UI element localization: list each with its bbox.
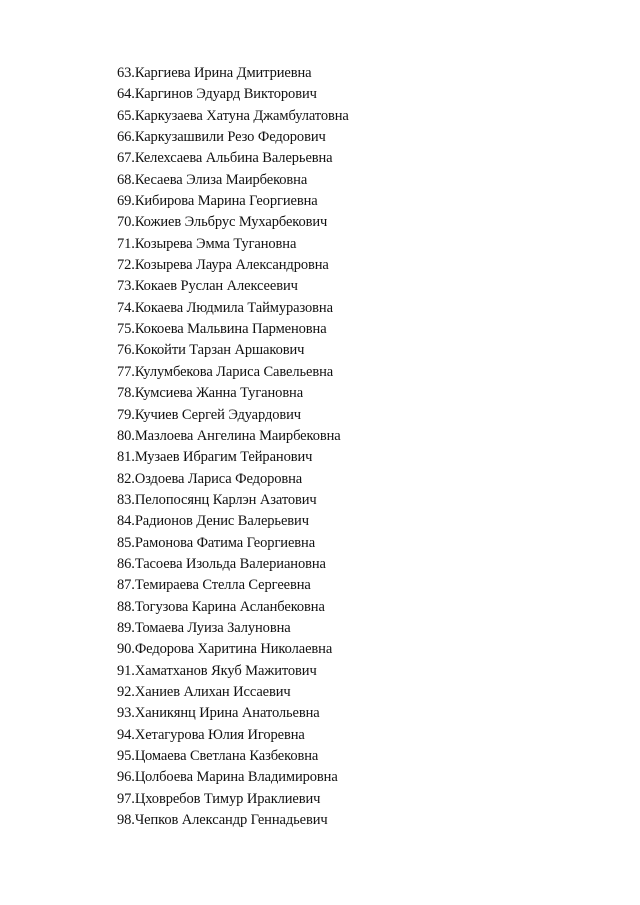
list-item: 76.Кокойти Тарзан Аршакович: [117, 342, 305, 359]
list-item: 65.Каркузаева Хатуна Джамбулатовна: [117, 107, 349, 124]
list-item: 80.Мазлоева Ангелина Маирбековна: [117, 427, 341, 444]
list-item: 66.Каркузашвили Резо Федорович: [117, 129, 326, 146]
name-list: [117, 63, 349, 831]
list-item: 92.Ханиев Алихан Иссаевич: [117, 683, 291, 700]
list-item: 83.Пелопосянц Карлэн Азатович: [117, 491, 317, 508]
list-item: 84.Радионов Денис Валерьевич: [117, 513, 309, 530]
list-item: 73.Кокаев Руслан Алексеевич: [117, 278, 298, 295]
list-item: 81.Музаев Ибрагим Тейранович: [117, 449, 313, 466]
list-item: 63.Каргиева Ирина Дмитриевна: [117, 65, 312, 81]
list-item: 94.Хетагурова Юлия Игоревна: [117, 726, 305, 743]
list-item: 87.Темираева Стелла Сергеевна: [117, 577, 311, 594]
list-item: 72.Козырева Лаура Александровна: [117, 257, 329, 274]
list-item: 97.Цховребов Тимур Ираклиевич: [117, 790, 321, 807]
list-item: 96.Цолбоева Марина Владимировна: [117, 769, 338, 786]
list-item: 95.Цомаева Светлана Казбековна: [117, 748, 319, 764]
list-item: 90.Федорова Харитина Николаевна: [117, 641, 333, 658]
list-item: 74.Кокаева Людмила Таймуразовна: [117, 299, 333, 316]
list-item: 93.Ханикянц Ирина Анатольевна: [117, 705, 320, 722]
list-item: 70.Кожиев Эльбрус Мухарбекович: [117, 214, 328, 231]
list-item: 68.Кесаева Элиза Маирбековна: [117, 171, 308, 188]
list-item: 67.Келехсаева Альбина Валерьевна: [117, 150, 333, 167]
list-item: 77.Кулумбекова Лариса Савельевна: [117, 363, 334, 380]
list-item: 64.Каргинов Эдуард Викторович: [117, 86, 317, 103]
list-item: 86.Тасоева Изольда Валериановна: [117, 555, 326, 572]
list-item: 69.Кибирова Марина Георгиевна: [117, 193, 318, 210]
list-item: 82.Оздоева Лариса Федоровна: [117, 470, 303, 487]
list-item: 88.Тогузова Карина Асланбековна: [117, 598, 325, 615]
list-item: 75.Кокоева Мальвина Парменовна: [117, 321, 327, 338]
list-item: 91.Хаматханов Якуб Мажитович: [117, 662, 317, 679]
list-item: 78.Кумсиева Жанна Тугановна: [117, 385, 304, 402]
list-item: 98.Чепков Александр Геннадьевич: [117, 812, 328, 829]
list-item: 71.Козырева Эмма Тугановна: [117, 235, 297, 252]
list-item: 89.Томаева Луиза Залуновна: [117, 619, 291, 636]
list-item: 79.Кучиев Сергей Эдуардович: [117, 406, 301, 423]
list-item: 85.Рамонова Фатима Георгиевна: [117, 534, 316, 551]
